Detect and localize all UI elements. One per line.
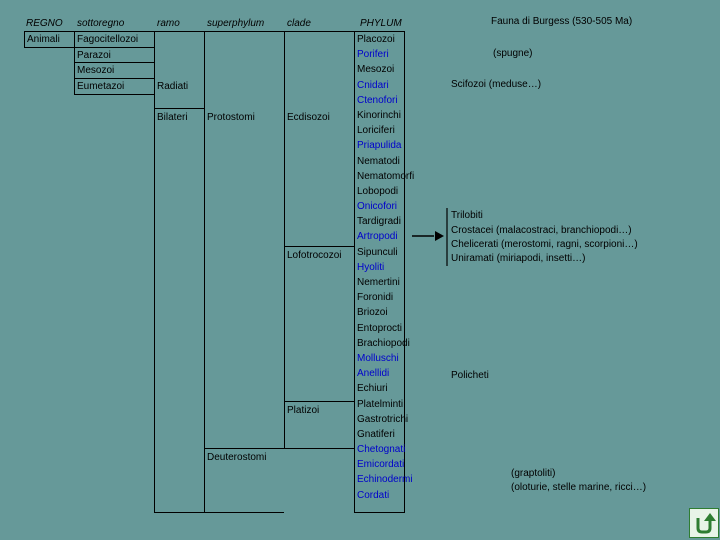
phylum-item: Molluschi bbox=[357, 352, 399, 364]
grid-line-sottoregno-left bbox=[74, 31, 75, 95]
grid-line-regno-left bbox=[24, 31, 25, 47]
sottoregno-mesozoi: Mesozoi bbox=[77, 65, 115, 76]
grid-line-lofotrocozoi-bottom bbox=[284, 401, 354, 402]
phylum-item: Chetognati bbox=[357, 444, 406, 456]
superphylum-deuterostomi: Deuterostomi bbox=[207, 452, 267, 463]
grid-line-clade-bottom bbox=[284, 448, 354, 449]
phylum-item: Echinodermi bbox=[357, 474, 413, 486]
phylum-item: Priapulida bbox=[357, 140, 402, 152]
phylum-item: Tardigradi bbox=[357, 216, 401, 228]
phylum-item: Platelminti bbox=[357, 398, 404, 410]
fauna-uniramati: Uniramati (miriapodi, insetti…) bbox=[451, 253, 586, 264]
clade-platizoi: Platizoi bbox=[287, 405, 320, 416]
superphylum-protostomi: Protostomi bbox=[207, 112, 255, 123]
phylum-item: Placozoi bbox=[357, 34, 395, 45]
phylum-item: Nematomorfi bbox=[357, 170, 415, 182]
header-clade: clade bbox=[287, 18, 311, 29]
grid-line-superphylum-bottom bbox=[204, 512, 284, 513]
fauna-echinodermi: (oloturie, stelle marine, ricci…) bbox=[511, 482, 647, 493]
phylum-item: Nemertini bbox=[357, 277, 400, 288]
fauna-chelicerati: Chelicerati (merostomi, ragni, scorpioni…) bbox=[451, 239, 638, 250]
header-sottoregno: sottoregno bbox=[77, 18, 125, 29]
sottoregno-parazoi: Parazoi bbox=[77, 50, 111, 61]
clade-ecdisozoi: Ecdisozoi bbox=[287, 112, 330, 123]
phylum-list bbox=[357, 32, 414, 503]
grid-line-regno-bottom bbox=[24, 47, 74, 48]
fauna-title: Fauna di Burgess (530-505 Ma) bbox=[491, 16, 633, 27]
phylum-item: Cordati bbox=[357, 489, 390, 501]
clade-lofotrocozoi: Lofotrocozoi bbox=[287, 250, 342, 261]
sottoregno-fagocitellozoi: Fagocitellozoi bbox=[77, 34, 139, 45]
grid-line-phylum-left bbox=[354, 31, 355, 513]
phylum-item: Foronidi bbox=[357, 292, 394, 304]
phylum-item: Loriciferi bbox=[357, 125, 395, 137]
phylum-item: Ctenofori bbox=[357, 94, 398, 106]
phylum-item: Poriferi bbox=[357, 49, 389, 61]
header-ramo: ramo bbox=[157, 18, 180, 29]
fauna-policheti: Policheti bbox=[451, 370, 489, 381]
phylum-item: Gnatiferi bbox=[357, 428, 395, 440]
fauna-crostacei: Crostacei (malacostraci, branchiopodi…) bbox=[451, 225, 632, 236]
phylum-item: Artropodi bbox=[357, 231, 398, 243]
phylum-item: Anellidi bbox=[357, 368, 390, 380]
phylum-item: Emicordati bbox=[357, 459, 405, 471]
fauna-graptoliti: (graptoliti) bbox=[511, 468, 556, 479]
grid-line-phylum-bottom bbox=[354, 512, 405, 513]
grid-line-radiati-bottom bbox=[154, 108, 204, 109]
grid-line-clade-left bbox=[284, 31, 285, 449]
phylum-item: Kinorinchi bbox=[357, 109, 401, 121]
return-arrow-icon bbox=[690, 509, 718, 537]
ramo-radiati: Radiati bbox=[157, 81, 189, 92]
grid-line-superphylum-left bbox=[204, 31, 205, 513]
header-superphylum: superphylum bbox=[207, 18, 265, 29]
header-regno: REGNO bbox=[26, 18, 63, 29]
grid-line-row4 bbox=[74, 94, 154, 95]
phylum-item: Echiuri bbox=[357, 383, 388, 395]
phylum-item: Cnidari bbox=[357, 79, 389, 91]
ramo-bilateri: Bilateri bbox=[157, 112, 188, 123]
grid-line-ramo-left bbox=[154, 31, 155, 513]
phylum-item: Gastrotrichi bbox=[357, 413, 409, 425]
phylum-item: Briozoi bbox=[357, 307, 388, 319]
phylum-item: Lobopodi bbox=[357, 185, 399, 197]
phylum-item: Sipunculi bbox=[357, 246, 398, 258]
fauna-scifozoi: Scifozoi (meduse…) bbox=[451, 79, 542, 90]
fauna-spugne: (spugne) bbox=[493, 48, 533, 59]
phylum-item: Onicofori bbox=[357, 201, 398, 213]
fauna-trilobiti: Trilobiti bbox=[451, 210, 483, 221]
phylum-item: Entoprocti bbox=[357, 322, 403, 334]
header-phylum: PHYLUM bbox=[360, 18, 402, 29]
phylum-item: Mesozoi bbox=[357, 64, 395, 76]
grid-line-protostomi-bottom bbox=[204, 448, 284, 449]
grid-line-ramo-bottom bbox=[154, 512, 204, 513]
phylum-item: Nematodi bbox=[357, 155, 400, 167]
bracket-arrow-icon bbox=[410, 204, 450, 270]
nav-return-button[interactable] bbox=[689, 508, 719, 538]
grid-line-ecdisozoi-bottom bbox=[284, 246, 354, 247]
phylum-item: Brachiopodi bbox=[357, 337, 410, 349]
phylum-item: Hyoliti bbox=[357, 261, 385, 273]
sottoregno-eumetazoi: Eumetazoi bbox=[77, 81, 125, 92]
regno-animali: Animali bbox=[27, 34, 60, 45]
